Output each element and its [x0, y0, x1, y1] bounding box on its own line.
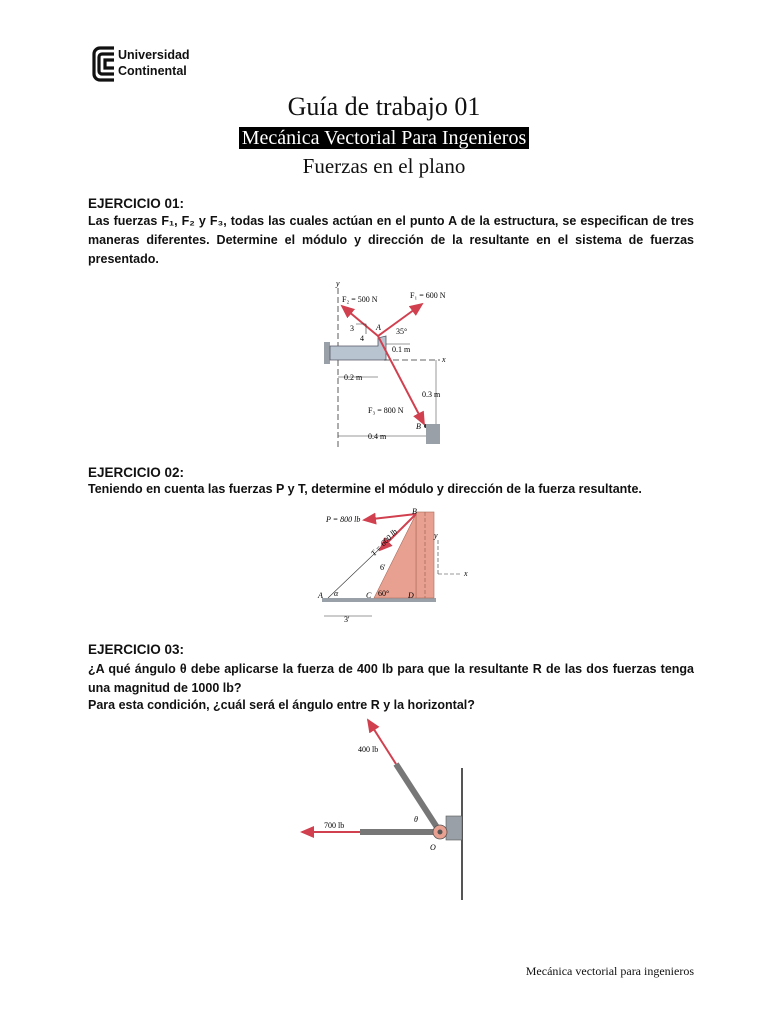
dim-03: 0.3 m [422, 390, 441, 399]
footer-text: Mecánica vectorial para ingenieros [525, 964, 694, 978]
course-title-text: Mecánica Vectorial Para Ingenieros [239, 127, 530, 149]
f3-label: F₃ = 800 N [368, 406, 404, 415]
force-400-arrow [368, 720, 396, 764]
x-label: x [442, 355, 446, 364]
topic-title: Fuerzas en el plano [302, 154, 466, 178]
f2-label: F₂ = 500 N [342, 295, 378, 304]
ex2-figure [312, 506, 476, 628]
ex1-text: Las fuerzas F₁, F₂ y F₃, todas las cuales actúan en el punto A de la estructura, se especifican de tres maneras diferentes. Determine el módulo y dirección de la resultante en el sistema de fuerzas presentado. [88, 214, 694, 266]
slope-3: 3 [350, 324, 354, 333]
document-title: Guía de trabajo 01 [287, 92, 481, 121]
ex3-figure [298, 716, 482, 902]
force-p-arrow [364, 514, 416, 520]
point-a: A [318, 591, 323, 600]
force-f2-arrow [342, 306, 378, 336]
label-700: 700 lb [324, 821, 345, 830]
course-title [0, 127, 768, 150]
ex3-text-2: Para esta condición, ¿cuál será el ángulo entre R y la horizontal? [88, 698, 475, 712]
angle-60: 60° [378, 589, 390, 598]
three-ft: 3' [344, 615, 350, 624]
t-label: T = 600 lb [369, 527, 400, 558]
angle-35: 35° [396, 327, 408, 336]
x-label: x [464, 569, 468, 578]
slope-4: 4 [360, 334, 364, 343]
ex3-heading: EJERCICIO 03: [88, 642, 185, 657]
dim-02: 0.2 m [344, 373, 363, 382]
strut [374, 514, 416, 598]
bracket [330, 336, 386, 360]
ex2-text: Teniendo en cuenta las fuerzas P y T, determine el módulo y dirección de la fuerza resultante. [88, 482, 642, 496]
point-c: C [366, 591, 372, 600]
inclined-rod [396, 764, 440, 832]
ex3-text-1: ¿A qué ángulo θ debe aplicarse la fuerza de 400 lb para que la resultante R de las dos fuerzas tenga una magnitud de 1000 lb? [88, 662, 694, 695]
logo-text [118, 47, 190, 79]
point-a: A [376, 323, 381, 332]
alpha: α [334, 589, 339, 598]
ex1-heading: EJERCICIO 01: [88, 196, 185, 211]
ground [322, 598, 436, 602]
six-ft: 6' [380, 563, 386, 572]
bracket [446, 816, 462, 840]
label-400: 400 lb [358, 745, 379, 754]
right-support [426, 424, 440, 444]
ex1-figure [318, 278, 458, 452]
pin-center [438, 830, 443, 835]
logo-line-1: Universidad [118, 48, 190, 62]
point-d: D [408, 591, 414, 600]
point-o: O [430, 843, 436, 852]
f1-label: F₁ = 600 N [410, 291, 446, 300]
ex2-heading: EJERCICIO 02: [88, 465, 185, 480]
logo-line-2: Continental [118, 64, 187, 78]
point-b: B [416, 422, 421, 431]
point-b: B [412, 507, 417, 516]
y-label: y [434, 531, 438, 540]
dim-01: 0.1 m [392, 345, 411, 354]
theta: θ [414, 815, 418, 824]
dim-04: 0.4 m [368, 432, 387, 441]
left-wall [324, 342, 330, 364]
y-label: y [336, 279, 340, 288]
p-label: P = 800 lb [326, 515, 361, 524]
